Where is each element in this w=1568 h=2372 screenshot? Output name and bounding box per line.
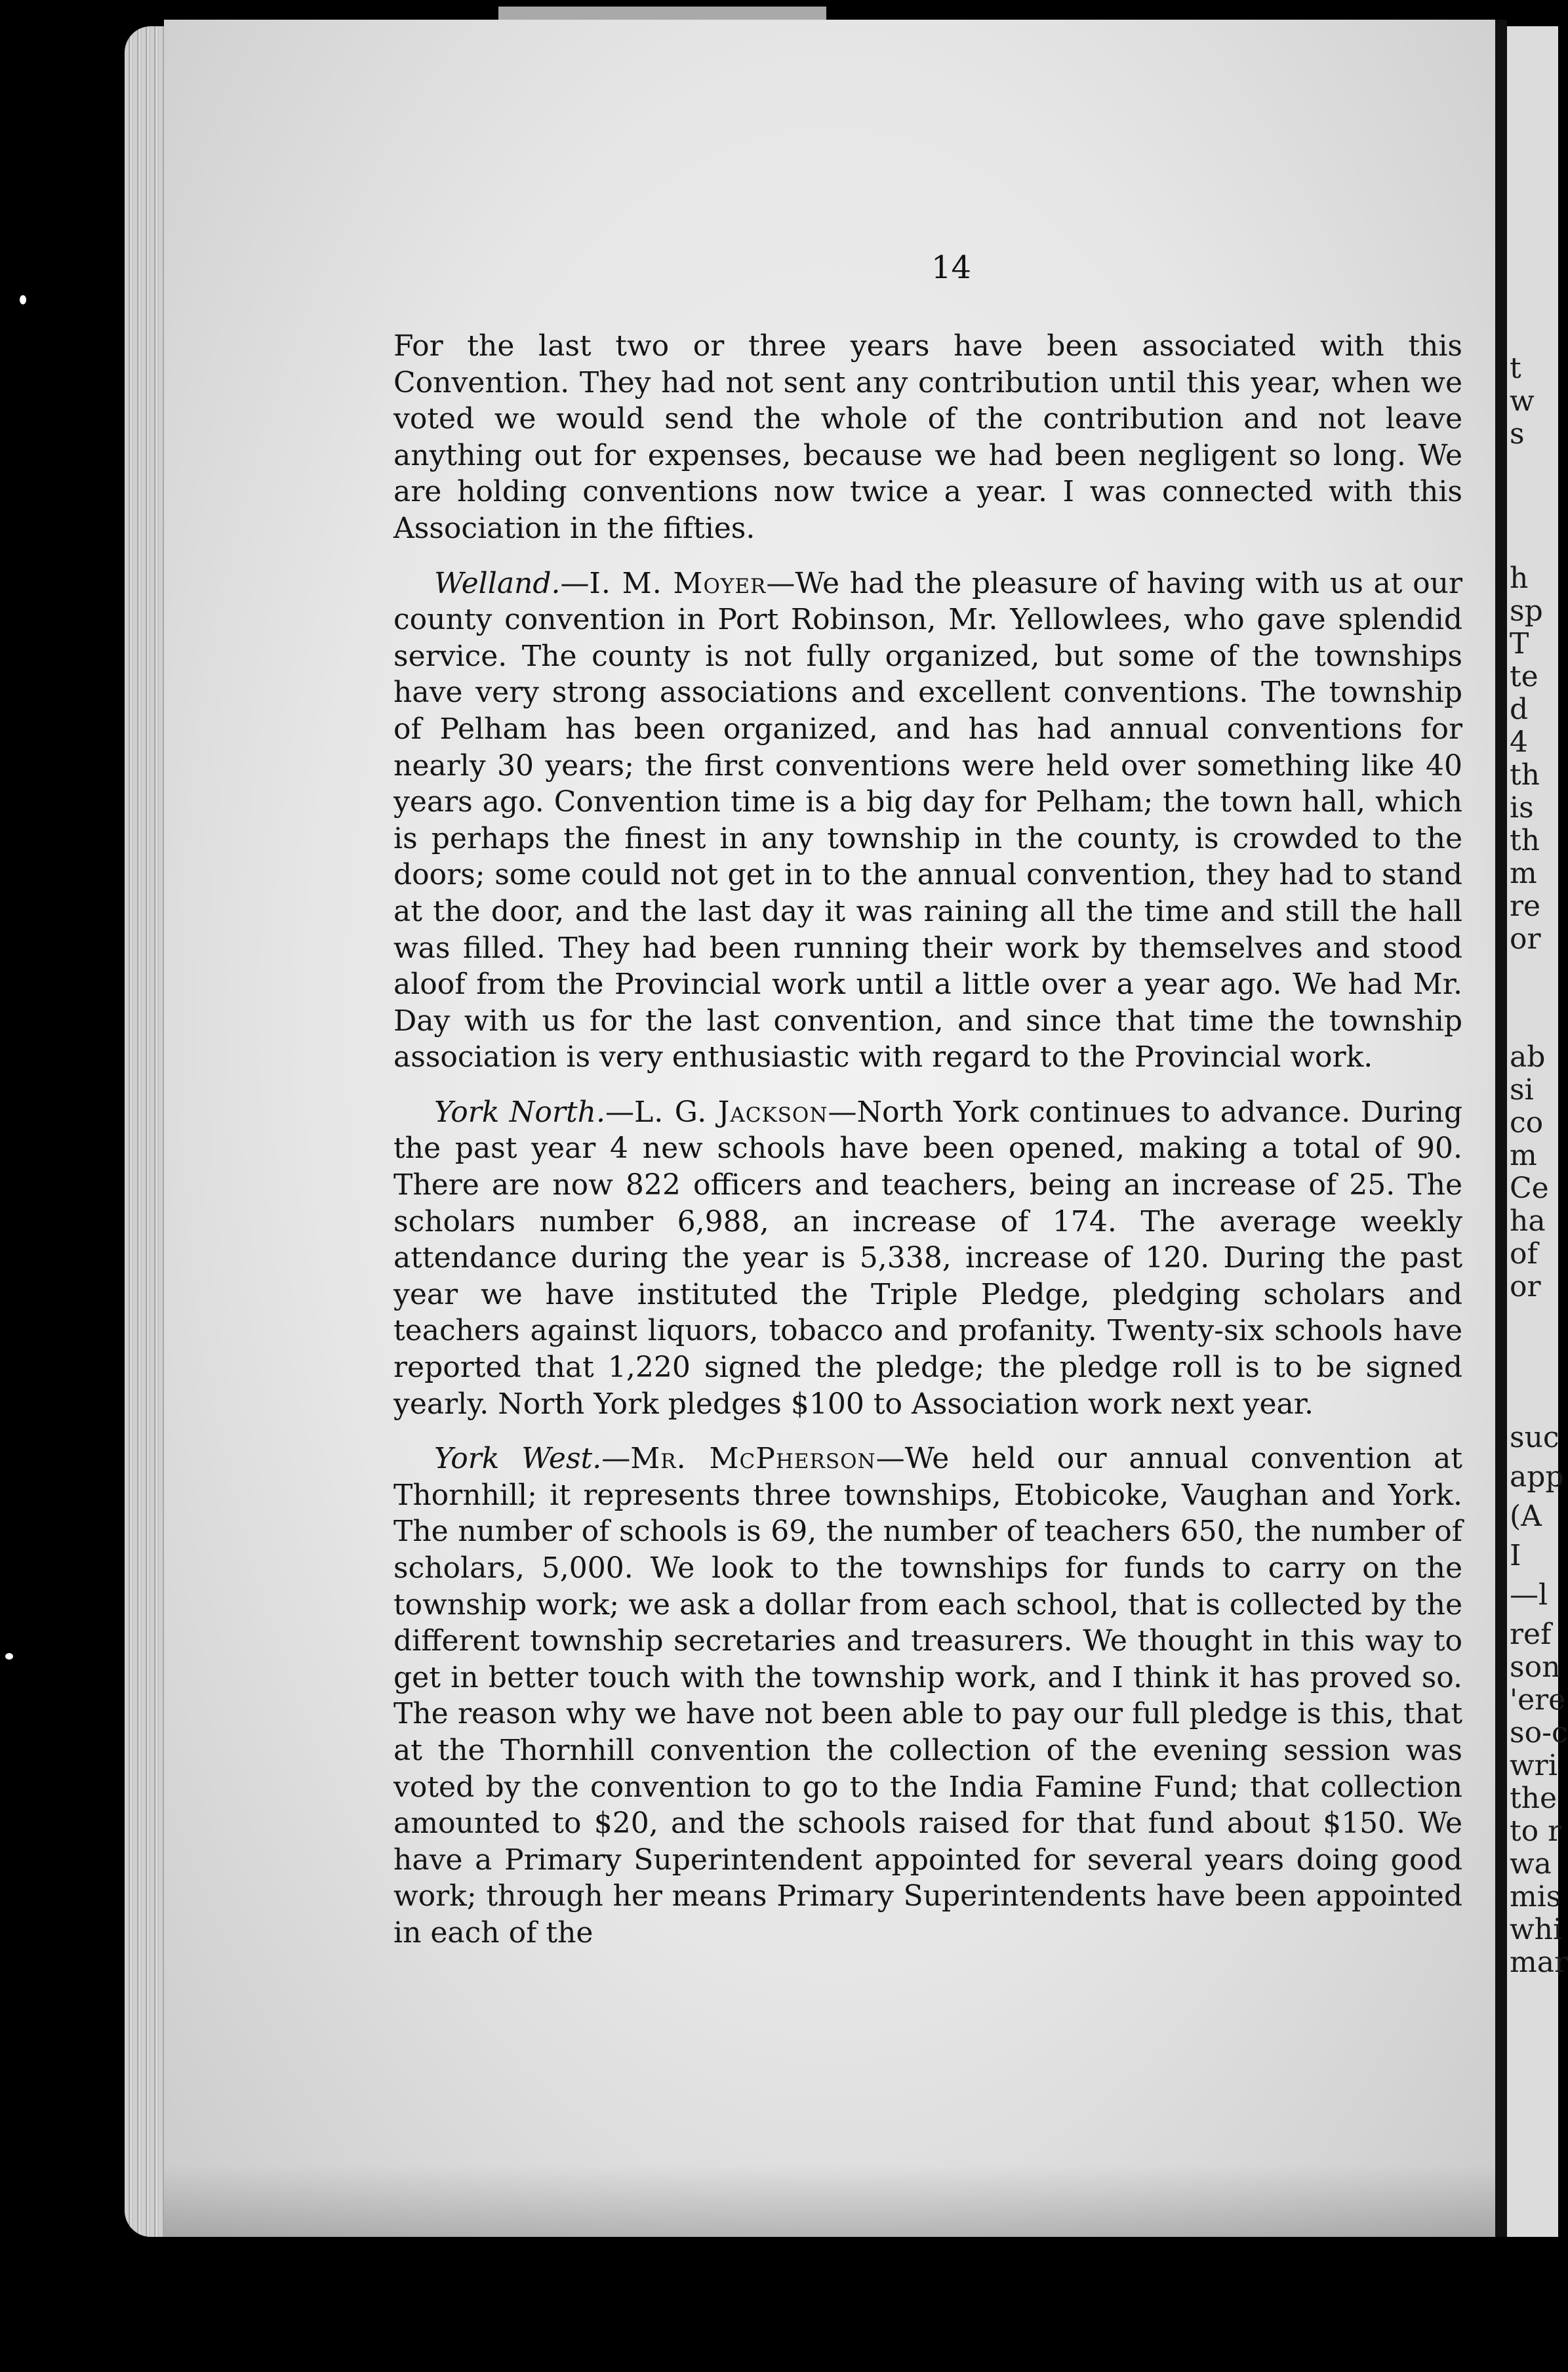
- facing-page-edge: [1507, 26, 1568, 2237]
- facing-page-fragment: the: [1510, 1782, 1558, 1815]
- facing-page-fragment: so-c: [1510, 1716, 1568, 1749]
- facing-page-fragment: son: [1510, 1650, 1561, 1684]
- paragraph-welland: Welland.—I. M. Moyer—We had the pleasure of having with us at our county convention in Port Robinson, Mr. Yellowlees, who gave splendid service. The county is not fully organized, but some of the townships have very strong associations and excellent conventions. The township of Pelham has been organized, and has had annual conventions for nearly 30 years; the first conventions were held over something like 40 years ago. Convention time is a big day for Pelham; the town hall, which is perhaps the finest in any township in the county, is crowded to the doors; some could not get in to the annual convention, they had to stand at the door, and the last day it was raining all the time and still the hall was filled. They had been running their work by themselves and stood aloof from the Provincial work until a little over a year ago. We had Mr. Day with us for the last convention, and since that time the township association is very enthusiastic with regard to the Provincial work.: [393, 566, 1463, 1074]
- facing-page-fragment: re: [1510, 890, 1541, 923]
- facing-page-fragment: m: [1510, 1139, 1537, 1172]
- facing-page-fragment: ab: [1510, 1040, 1546, 1074]
- page-number: 14: [931, 249, 972, 286]
- county-heading: York North.: [434, 1095, 605, 1129]
- paragraph-york-west: York West.—Mr. McPherson—We held our annual convention at Thornhill; it represents three townships, Etobicoke, Vaughan and York. The number of schools is 69, the number of teachers 650, the number of scholars, 5,000. We look to the townships for funds to carry on the township work; we ask a dollar from each school, that is collected by the different township secretaries and treasurers. We thought in this way to get in better touch with the township work, and I think it has proved so. The reason why we have not been able to pay our full pledge is this, that at the Thornhill convention the collection of the evening session was voted by the convention to go to the India Famine Fund; that collection amounted to $20, and the schools raised for that fund about $150. We have a Primary Superintendent appointed for several years doing good work; through her means Primary Superintendents have been appointed in each of the: [393, 1442, 1462, 1950]
- facing-page-fragment: app: [1510, 1460, 1564, 1494]
- facing-page-fragment: (A: [1510, 1500, 1542, 1533]
- facing-page-fragment: suc: [1510, 1421, 1559, 1454]
- page-bottom-shadow: [164, 2165, 1502, 2237]
- facing-page-fragment: ha: [1510, 1204, 1546, 1238]
- facing-page-fragment: t: [1510, 352, 1521, 385]
- county-heading: Welland.: [434, 566, 561, 600]
- paragraph-text: For the last two or three years have been associated with this Convention. They had not sent any contribution until this year, when we voted we would send the whole of the contribution and not leave anything out for expenses, because we had been negligent so long. We are holding conventions now twice a year. I was connected with this Association in the fifties.: [393, 329, 1462, 545]
- facing-page-fragment: h: [1510, 562, 1529, 595]
- facing-page-fragment: of: [1510, 1237, 1538, 1271]
- facing-page-fragment: th: [1510, 758, 1540, 792]
- facing-page-fragment: th: [1510, 824, 1540, 857]
- speaker-name: I. M. Moyer: [589, 566, 767, 600]
- body-text: [393, 328, 1462, 1970]
- facing-page-fragment: si: [1510, 1073, 1534, 1107]
- facing-page-fragment: or: [1510, 922, 1541, 956]
- facing-page-fragment: w: [1510, 384, 1535, 418]
- paragraph-text: We held our annual convention at Thornhill; it represents three townships, Etobicoke, Vaughan and York. The number of schools is 69, the number of teachers 650, the number of scholars, 5,000. We look to the townships for funds to carry on the township work; we ask a dollar from each school, that is collected by the different township secretaries and treasurers. We thought in this way to get in better touch with the township work, and I think it has proved so. The reason why we have not been able to pay our full pledge is this, that at the Thornhill convention the collection of the evening session was voted by the convention to go to the India Famine Fund; that collection amounted to $20, and the schools raised for that fund about $150. We have a Primary Superintendent appointed for several years doing good work; through her means Primary Superintendents have been appointed in each of the: [393, 1442, 1462, 1950]
- facing-page-fragment: s: [1510, 417, 1525, 451]
- facing-page-fragment: mis: [1510, 1880, 1561, 1913]
- facing-page-fragment: co: [1510, 1106, 1544, 1139]
- facing-page-fragment: is: [1510, 791, 1534, 825]
- facing-page-fragment: wri: [1510, 1749, 1558, 1782]
- facing-page-fragment: Ce: [1510, 1172, 1549, 1205]
- facing-page-fragment: d: [1510, 693, 1529, 726]
- facing-page-fragment: whi: [1510, 1913, 1563, 1946]
- facing-page-fragment: to r: [1510, 1814, 1562, 1848]
- paragraph-york-north: York North.—L. G. Jackson—North York continues to advance. During the past year 4 new schools have been opened, making a total of 90. There are now 822 officers and teachers, being an increase of 25. The scholars number 6,988, an increase of 174. The average weekly attendance during the year is 5,338, increase of 120. During the past year we have instituted the Triple Pledge, pledging scholars and teachers against liquors, tobacco and profanity. Twenty-six schools have reported that 1,220 signed the pledge; the pledge roll is to be signed yearly. North York pledges $100 to Association work next year.: [393, 1095, 1462, 1421]
- paragraph-text: We had the pleasure of having with us at our county convention in Port Robinson, Mr. Yellowlees, who gave splendid service. The county is not fully organized, but some of the townships have very strong associations and excellent conventions. The township of Pelham has been organized, and has had annual conventions for nearly 30 years; the first conventions were held over something like 40 years ago. Convention time is a big day for Pelham; the town hall, which is perhaps the finest in any township in the county, is crowded to the doors; some could not get in to the annual convention, they had to stand at the door, and the last day it was raining all the time and still the hall was filled. They had been running their work by themselves and stood aloof from the Provincial work until a little over a year ago. We had Mr. Day with us for the last convention, and since that time the township association is very enthusiastic with regard to the Provincial work.: [393, 566, 1463, 1074]
- facing-page-fragment: m: [1510, 857, 1537, 890]
- county-heading: York West.: [434, 1442, 602, 1476]
- facing-page-fragment: or: [1510, 1270, 1541, 1303]
- dust-speck: [20, 295, 26, 304]
- facing-page-fragment: ref: [1510, 1618, 1552, 1651]
- paragraph-intro: [393, 328, 1462, 547]
- facing-page-fragment: mar: [1510, 1946, 1568, 1979]
- facing-page-fragment: te: [1510, 660, 1538, 693]
- facing-page-fragment: wa: [1510, 1847, 1552, 1881]
- paragraph-text: North York continues to advance. During the past year 4 new schools have been opened, making a total of 90. There are now 822 officers and teachers, being an increase of 25. The scholars number 6,988, an increase of 174. The average weekly attendance during the year is 5,338, increase of 120. During the past year we have instituted the Triple Pledge, pledging scholars and teachers against liquors, tobacco and profanity. Twenty-six schools have reported that 1,220 signed the pledge; the pledge roll is to be signed yearly. North York pledges $100 to Association work next year.: [393, 1095, 1462, 1421]
- speaker-name: L. G. Jackson: [633, 1095, 828, 1129]
- speaker-name: Mr. McPherson: [630, 1442, 876, 1476]
- facing-page-fragment: I: [1510, 1539, 1521, 1572]
- facing-page-fragment: —l: [1510, 1578, 1548, 1612]
- facing-page-fragment: sp: [1510, 594, 1543, 628]
- book-gutter: [1495, 20, 1507, 2237]
- facing-page-fragment: T: [1510, 627, 1529, 661]
- facing-page-fragment: 4: [1510, 726, 1528, 759]
- facing-page-fragment: 'ere: [1510, 1683, 1566, 1717]
- dust-speck: [5, 1653, 13, 1660]
